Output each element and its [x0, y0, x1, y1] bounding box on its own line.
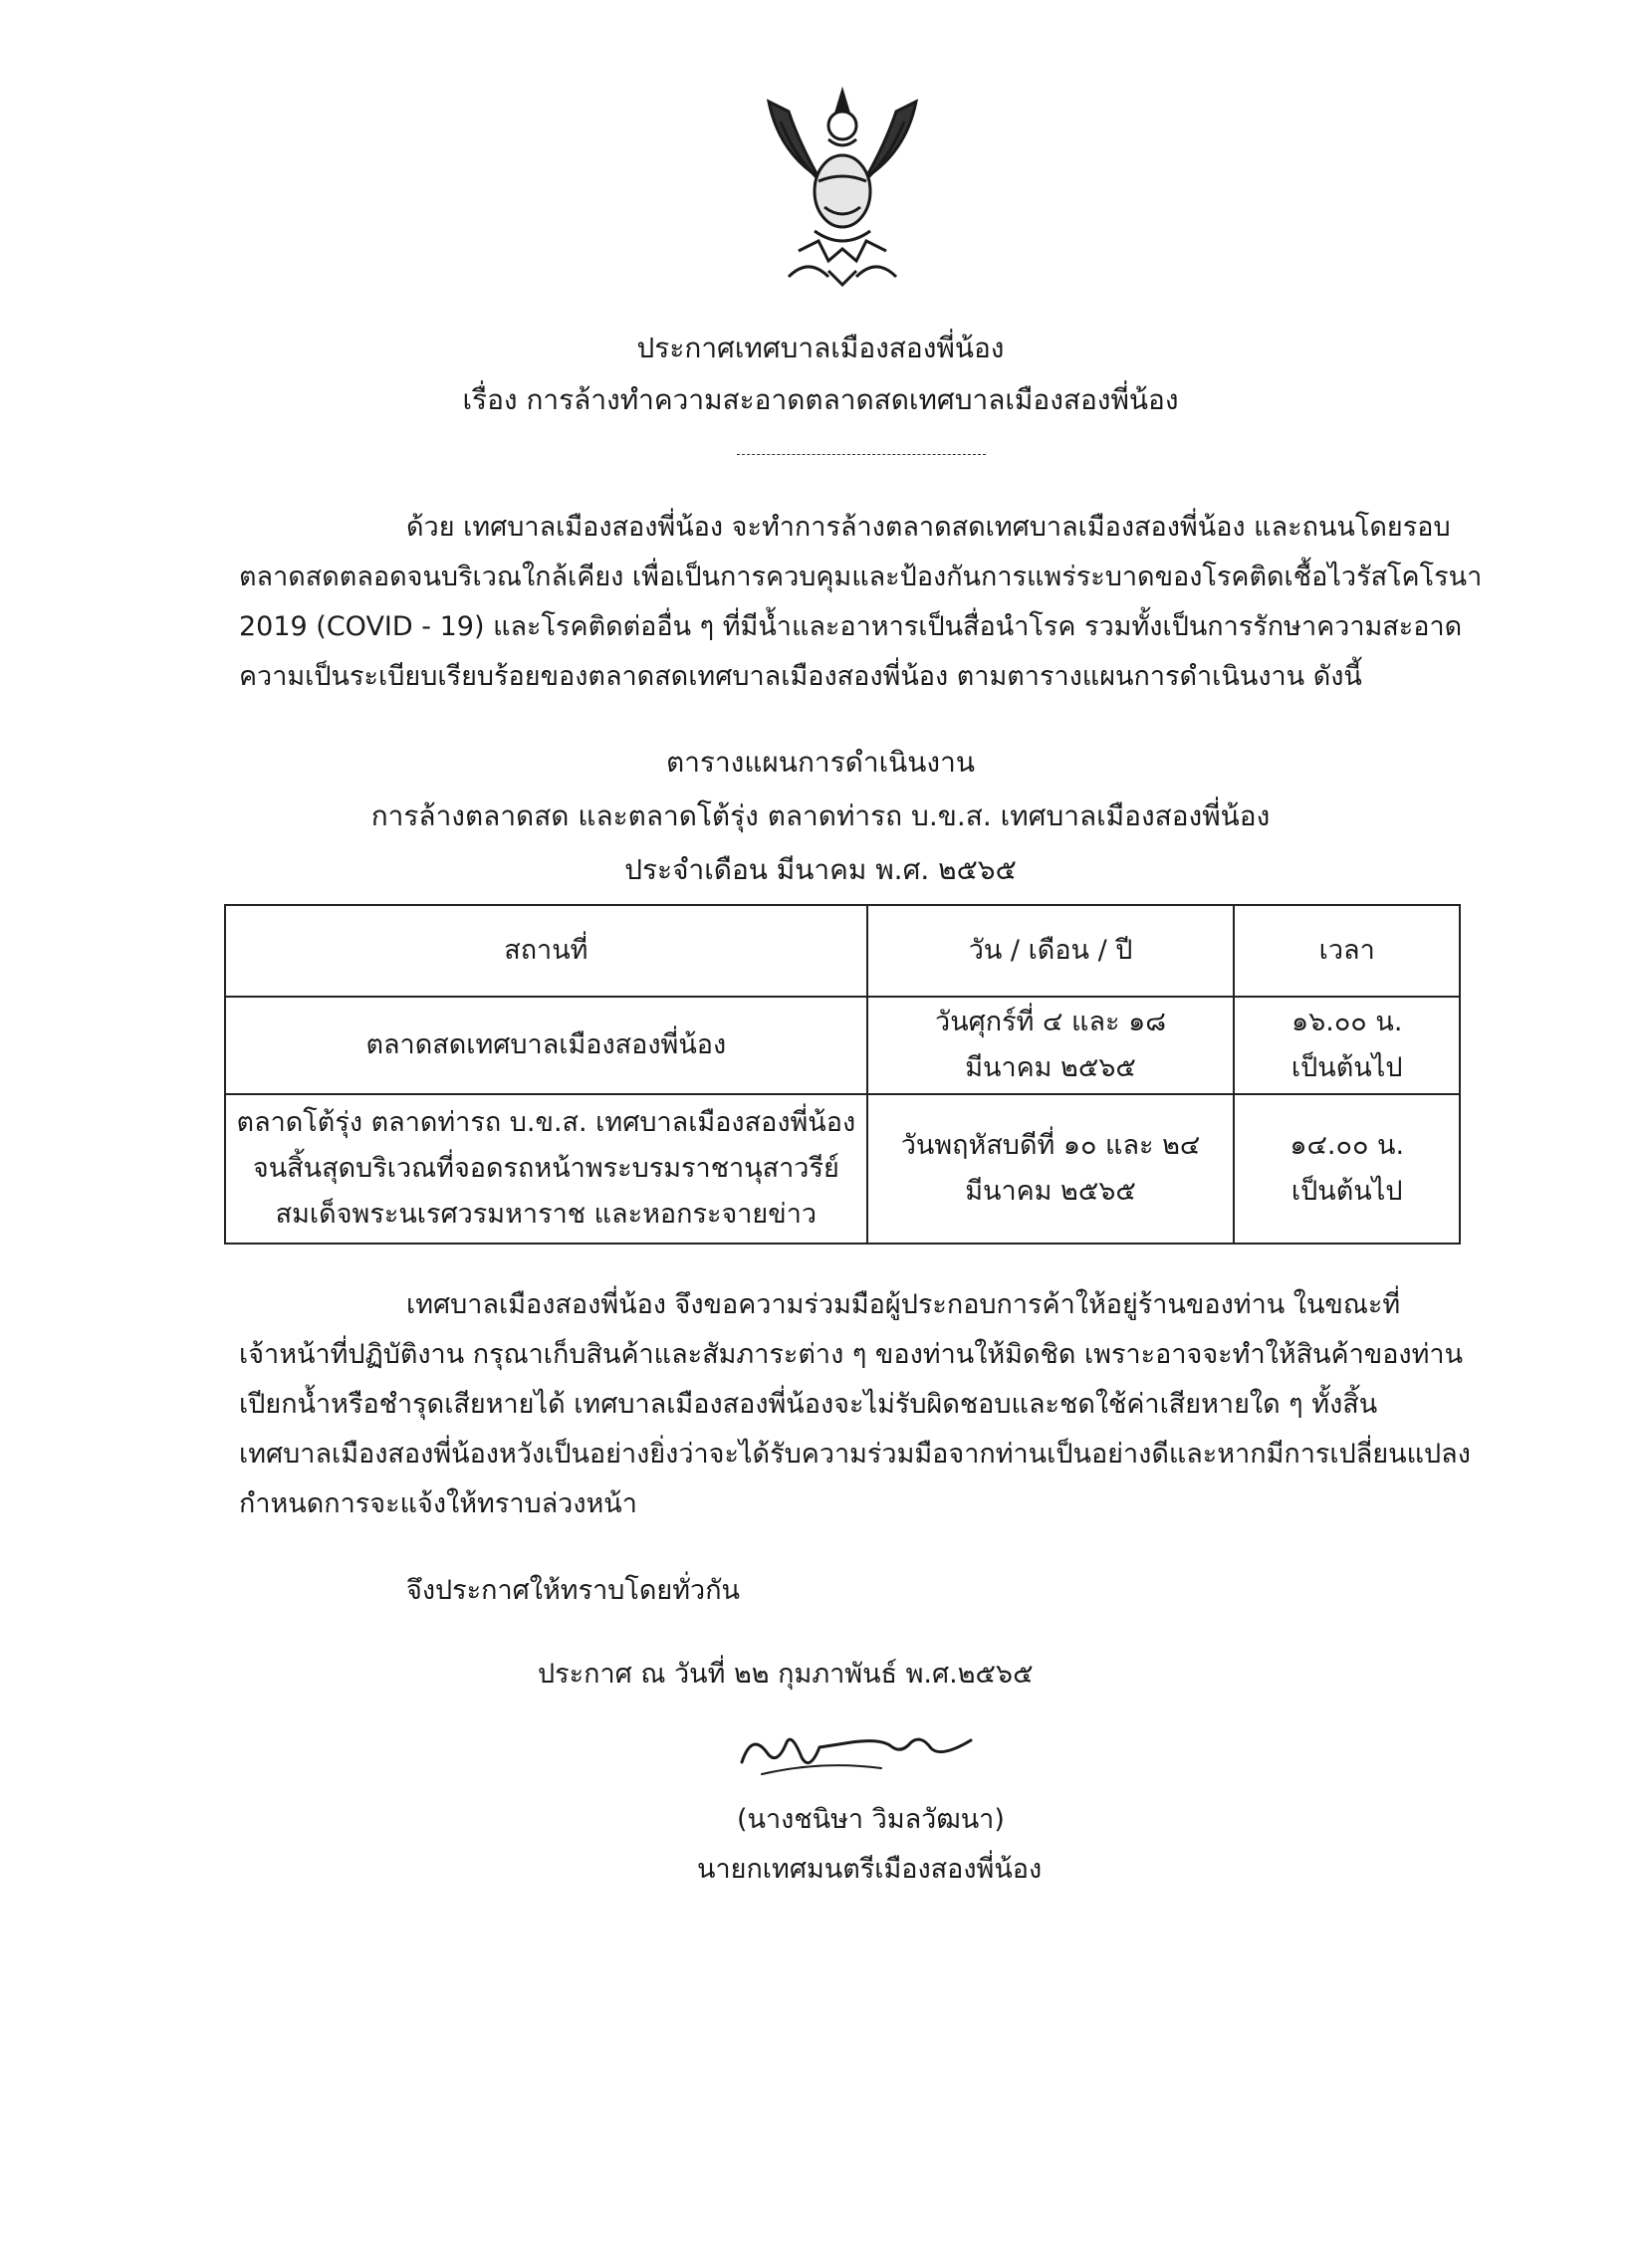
place-cell: [225, 997, 867, 1094]
schedule-table: [224, 904, 1461, 1245]
date-line: มีนาคม ๒๕๖๕: [965, 1176, 1136, 1207]
announcement-title: ประกาศเทศบาลเมืองสองพี่น้อง: [636, 332, 1005, 364]
time-cell: [1234, 1094, 1460, 1244]
garuda-emblem-icon: [759, 82, 926, 289]
signature-icon: [732, 1712, 981, 1782]
column-header-time: เวลา: [1234, 905, 1460, 997]
intro-line: ด้วย เทศบาลเมืองสองพี่น้อง จะทำการล้างตลาดสดเทศบาลเมืองสองพี่น้อง และถนนโดยรอบ: [406, 512, 1451, 543]
schedule-period: ประจำเดือน มีนาคม พ.ศ. ๒๕๖๕: [624, 853, 1017, 886]
date-line: วันพฤหัสบดีที่ ๑๐ และ ๒๔: [900, 1130, 1201, 1161]
intro-line: ตลาดสดตลอดจนบริเวณใกล้เคียง เพื่อเป็นการควบคุมและป้องกันการแพร่ระบาดของโรคติดเชื้อไวรัสโคโรนา: [239, 562, 1483, 592]
notice-line: กำหนดการจะแจ้งให้ทราบล่วงหน้า: [239, 1488, 637, 1519]
table-row: [225, 997, 1460, 1094]
signer-name: (นางชนิษา วิมลวัฒนา): [737, 1804, 1005, 1835]
notice-line: เจ้าหน้าที่ปฏิบัติงาน กรุณาเก็บสินค้าและสัมภาระต่าง ๆ ของท่านให้มิดชิด เพราะอาจจะทำให้สินค้าของท่าน: [239, 1339, 1464, 1370]
date-cell: [867, 1094, 1235, 1244]
time-cell: [1234, 997, 1460, 1094]
intro-line: ความเป็นระเบียบเรียบร้อยของตลาดสดเทศบาลเมืองสองพี่น้อง ตามตารางแผนการดำเนินงาน ดังนี้: [239, 661, 1362, 692]
time-line: ๑๖.๐๐ น.: [1290, 1007, 1403, 1037]
signer-position: นายกเทศมนตรีเมืองสองพี่น้อง: [697, 1854, 1043, 1885]
table-header-row: [225, 905, 1460, 997]
date-line: มีนาคม ๒๕๖๕: [965, 1052, 1136, 1083]
intro-paragraph: [239, 503, 1484, 702]
date-line: วันศุกร์ที่ ๔ และ ๑๘: [935, 1007, 1167, 1037]
notice-line: เทศบาลเมืองสองพี่น้องหวังเป็นอย่างยิ่งว่าจะได้รับความร่วมมือจากท่านเป็นอย่างดีและหากมีการเปลี่ยนแปลง: [239, 1439, 1471, 1470]
table-row: [225, 1094, 1460, 1244]
time-line: ๑๔.๐๐ น.: [1289, 1130, 1405, 1161]
announcement-subject: เรื่อง การล้างทำความสะอาดตลาดสดเทศบาลเมืองสองพี่น้อง: [462, 383, 1179, 416]
time-line: เป็นต้นไป: [1290, 1052, 1403, 1083]
time-line: เป็นต้นไป: [1290, 1176, 1403, 1207]
closing-statement: จึงประกาศให้ทราบโดยทั่วกัน: [406, 1575, 740, 1606]
column-header-place: สถานที่: [225, 905, 867, 997]
schedule-subheading: การล้างตลาดสด และตลาดโต้รุ่ง ตลาดท่ารถ บ.ข.ส. เทศบาลเมืองสองพี่น้อง: [370, 799, 1271, 832]
schedule-heading: ตารางแผนการดำเนินงาน: [666, 746, 975, 779]
place-cell: [225, 1094, 867, 1244]
place-line: ตลาดสดเทศบาลเมืองสองพี่น้อง: [365, 1029, 727, 1060]
announcement-date: ประกาศ ณ วันที่ ๒๒ กุมภาพันธ์ พ.ศ.๒๕๖๕: [538, 1659, 1034, 1690]
title-divider: [737, 454, 986, 455]
notice-line: เทศบาลเมืองสองพี่น้อง จึงขอความร่วมมือผู้ประกอบการค้าให้อยู่ร้านของท่าน ในขณะที่: [406, 1289, 1401, 1320]
place-line: จนสิ้นสุดบริเวณที่จอดรถหน้าพระบรมราชานุสาวรีย์: [252, 1153, 839, 1184]
date-cell: [867, 997, 1235, 1094]
notice-paragraph: [239, 1280, 1484, 1529]
notice-line: เปียกน้ำหรือชำรุดเสียหายได้ เทศบาลเมืองสองพี่น้องจะไม่รับผิดชอบและชดใช้ค่าเสียหายใด ๆ ทั้งสิ้น: [239, 1389, 1378, 1420]
intro-line: 2019 (COVID - 19) และโรคติดต่ออื่น ๆ ที่มีน้ำและอาหารเป็นสื่อนำโรค รวมทั้งเป็นการรักษาความสะอาด: [239, 611, 1463, 642]
place-line: ตลาดโต้รุ่ง ตลาดท่ารถ บ.ข.ส. เทศบาลเมืองสองพี่น้อง: [236, 1107, 856, 1138]
column-header-date: วัน / เดือน / ปี: [867, 905, 1235, 997]
place-line: สมเด็จพระนเรศวรมหาราช และหอกระจายข่าว: [275, 1199, 818, 1230]
